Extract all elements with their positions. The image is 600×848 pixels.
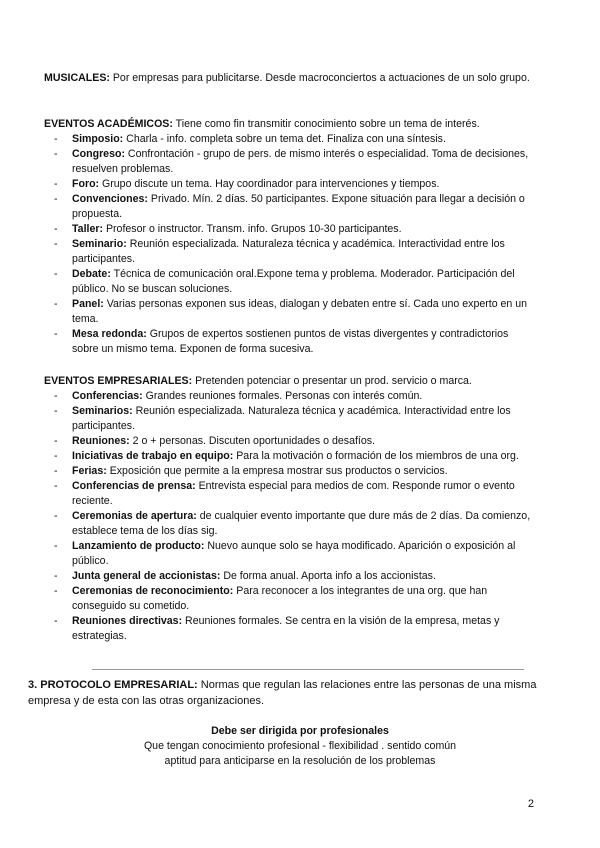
item-label: Ceremonias de reconocimiento: <box>72 585 234 597</box>
item-label: Foro: <box>72 178 100 190</box>
list-item <box>44 464 534 479</box>
empresariales-list <box>44 389 534 644</box>
item-label: Debate: <box>72 268 111 280</box>
item-text: Entrevista especial para medios de com. Responde rumor o evento reciente. <box>72 480 515 507</box>
item-label: Simposio: <box>72 133 124 145</box>
academicos-heading <box>44 117 534 132</box>
item-text: Profesor o instructor. Transm. info. Grupos 10-30 participantes. <box>103 223 402 235</box>
list-item <box>44 222 534 237</box>
item-label: Ferias: <box>72 465 107 477</box>
list-item <box>44 192 534 222</box>
list-item <box>44 267 534 297</box>
protocolo-text: Normas que regulan las relaciones entre las personas de una misma empresa y de esta con las otras organizaciones. <box>28 679 537 707</box>
list-item <box>44 479 534 509</box>
list-item <box>44 132 534 147</box>
profesionales-heading-text: Debe ser dirigida por profesionales <box>211 725 389 737</box>
item-label: Conferencias: <box>72 390 143 402</box>
list-item <box>44 434 534 449</box>
profesionales-line-1: Que tengan conocimiento profesional - flexibilidad . sentido común <box>143 740 457 752</box>
item-label: Reuniones: <box>72 435 130 447</box>
list-item <box>44 539 534 569</box>
item-label: Iniciativas de trabajo en equipo: <box>72 450 234 462</box>
item-text: Privado. Mín. 2 días. 50 participantes. Expone situación para llegar a decisión o propuesta. <box>72 193 525 220</box>
empresariales-heading <box>44 374 534 389</box>
page-number: 2 <box>527 798 534 810</box>
item-text: Reunión especializada. Naturaleza técnica y académica. Interactividad entre los participantes. <box>72 238 505 265</box>
item-text: Para reconocer a los integrantes de una org. que han conseguido su cometido. <box>72 585 488 612</box>
profesionales-line-2: aptitud para anticiparse en la resolución de los problemas <box>164 755 436 767</box>
list-item <box>44 404 534 434</box>
item-text: Nuevo aunque solo se haya modificado. Aparición o exposición al público. <box>72 540 516 567</box>
item-label: Ceremonias de apertura: <box>72 510 197 522</box>
item-text: Reunión especializada. Naturaleza técnica y académica. Interactividad entre los participantes. <box>72 405 511 432</box>
musicales-paragraph <box>44 71 534 86</box>
academicos-label: EVENTOS ACADÉMICOS: <box>44 118 173 130</box>
list-item <box>44 297 534 327</box>
list-item <box>44 569 534 584</box>
list-item <box>44 584 534 614</box>
protocolo-paragraph <box>28 677 538 709</box>
item-text: Grupo discute un tema. Hay coordinador para intervenciones y tiempos. <box>99 178 440 190</box>
item-label: Convenciones: <box>72 193 148 205</box>
protocolo-label: 3. PROTOCOLO EMPRESARIAL: <box>28 679 198 691</box>
item-label: Taller: <box>72 223 104 235</box>
item-text: Para la motivación o formación de los miembros de una org. <box>233 450 519 462</box>
horizontal-divider <box>92 669 524 670</box>
item-label: Conferencias de prensa: <box>72 480 196 492</box>
empresariales-label: EVENTOS EMPRESARIALES: <box>44 375 193 387</box>
list-item <box>44 327 534 357</box>
item-text: de cualquier evento importante que dure más de 2 días. Da comienzo, establece tema de los días sig. <box>72 510 531 537</box>
item-label: Congreso: <box>72 148 125 160</box>
item-text: Confrontación - grupo de pers. de mismo interés o especialidad. Toma de decisiones, resuelven problemas. <box>72 148 529 175</box>
item-text: Varias personas exponen sus ideas, dialogan y debaten entre sí. Cada uno experto en un tema. <box>72 298 528 325</box>
item-text: 2 o + personas. Discuten oportunidades o desafíos. <box>129 435 375 447</box>
item-label: Seminarios: <box>72 405 133 417</box>
item-label: Junta general de accionistas: <box>72 570 221 582</box>
musicales-text: Por empresas para publicitarse. Desde macroconciertos a actuaciones de un solo grupo. <box>109 72 530 84</box>
list-item <box>44 237 534 267</box>
list-item <box>44 449 534 464</box>
list-item <box>44 614 534 644</box>
list-item <box>44 389 534 404</box>
item-label: Seminario: <box>72 238 127 250</box>
list-item <box>44 177 534 192</box>
item-text: Grandes reuniones formales. Personas con interés común. <box>142 390 423 402</box>
academicos-text: Tiene como fin transmitir conocimiento sobre un tema de interés. <box>172 118 480 130</box>
musicales-label: MUSICALES: <box>44 72 110 84</box>
profesionales-heading <box>60 724 540 739</box>
profesionales-block <box>60 724 540 769</box>
list-item <box>44 147 534 177</box>
item-text: Grupos de expertos sostienen puntos de vistas divergentes y contradictorios sobre un mismo tema. Exponen de forma sucesiva. <box>72 328 509 355</box>
item-text: Charla - info. completa sobre un tema det. Finaliza con una síntesis. <box>123 133 446 145</box>
academicos-list <box>44 132 534 357</box>
item-text: Técnica de comunicación oral.Expone tema y problema. Moderador. Participación del público. No se buscan soluciones. <box>72 268 515 295</box>
item-text: Exposición que permite a la empresa mostrar sus productos o servicios. <box>106 465 448 477</box>
list-item <box>44 509 534 539</box>
item-label: Panel: <box>72 298 104 310</box>
empresariales-text: Pretenden potenciar o presentar un prod. servicio o marca. <box>192 375 472 387</box>
item-label: Mesa redonda: <box>72 328 147 340</box>
item-text: Reuniones formales. Se centra en la visión de la empresa, metas y estrategias. <box>72 615 500 642</box>
item-label: Reuniones directivas: <box>72 615 183 627</box>
item-text: De forma anual. Aporta info a los accionistas. <box>220 570 436 582</box>
item-label: Lanzamiento de producto: <box>72 540 205 552</box>
